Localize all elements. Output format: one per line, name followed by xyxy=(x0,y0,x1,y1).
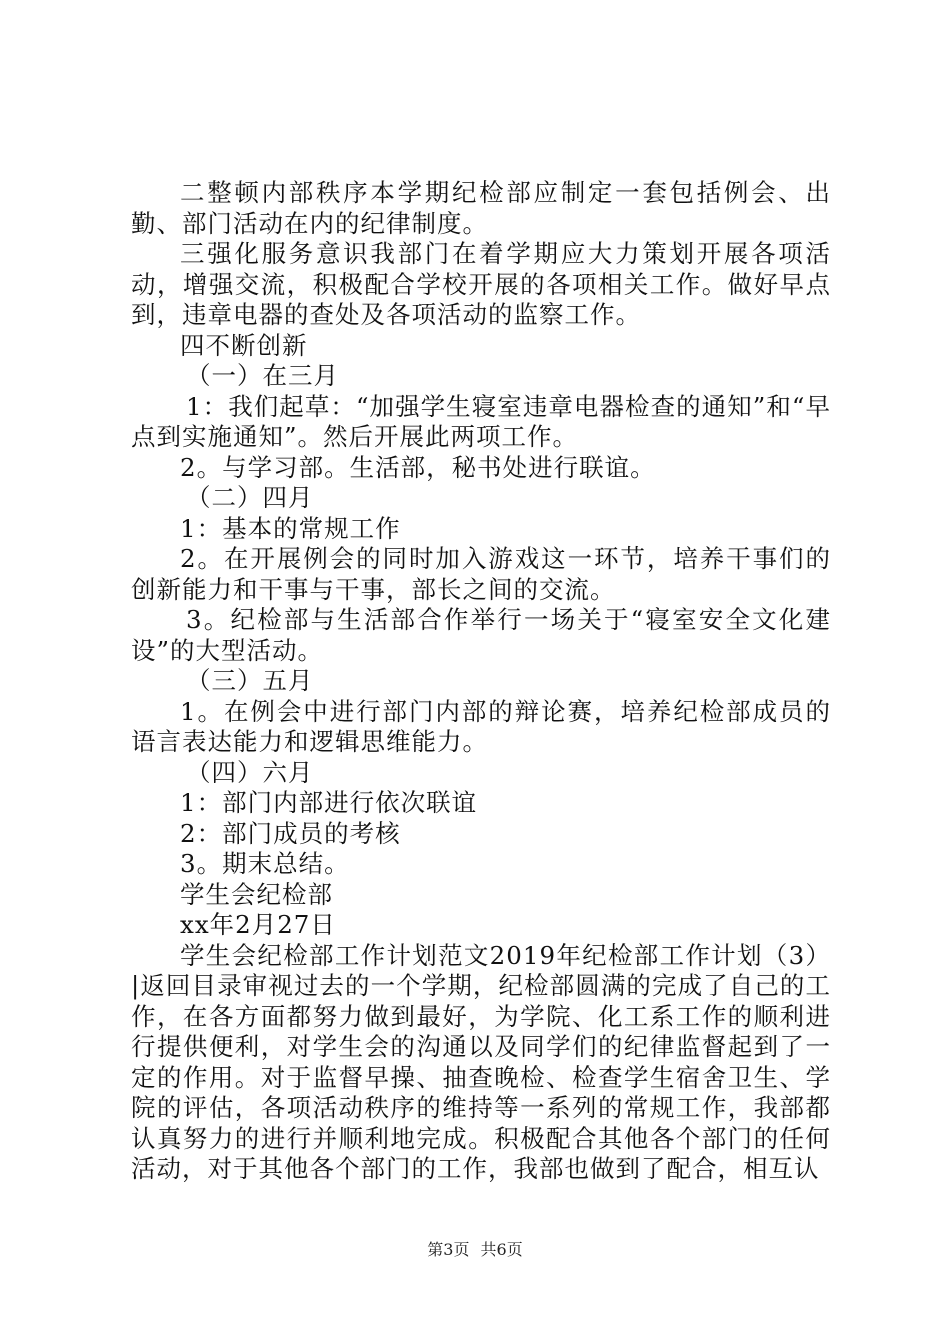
paragraph-discipline-system: 二整顿内部秩序本学期纪检部应制定一套包括例会、出勤、部门活动在内的纪律制度。 xyxy=(131,178,831,238)
signature-department: 学生会纪检部 xyxy=(180,879,333,909)
list-item: 3。期末总结。 xyxy=(180,849,350,878)
list-item: 2。与学习部。生活部，秘书处进行联谊。 xyxy=(180,452,656,482)
section-march-heading: （一）在三月 xyxy=(186,361,339,390)
section-may-heading: （三）五月 xyxy=(186,666,314,695)
list-item: 2：部门成员的考核 xyxy=(180,818,401,848)
page-footer xyxy=(0,1240,950,1260)
paragraph-review-summary: 学生会纪检部工作计划范文2019年纪检部工作计划（3）|返回目录审视过去的一个学期，纪检部圆满的完成了自己的工作，在各方面都努力做到最好，为学院、化工系工作的顺利进行提供便利，对学生会的沟通以及同学们的纪律监督起到了一定的作用。对于监督早操、抽查晚检、检查学生宿舍卫生、学院的评估，各项活动秩序的维持等一系列的常规工作，我部都认真努力的进行并顺利地完成。积极配合其他各个部门的任何活动，对于其他各个部门的工作，我部也做到了配合，相互认 xyxy=(131,940,831,1183)
page-number: 第3页 xyxy=(427,1240,470,1259)
paragraph-service-awareness: 三强化服务意识我部门在着学期应大力策划开展各项活动，增强交流，积极配合学校开展的各项相关工作。做好早点到，违章电器的查处及各项活动的监察工作。 xyxy=(131,239,831,329)
section-june-heading: （四）六月 xyxy=(186,757,314,787)
list-item: 1：我们起草：“加强学生寝室违章电器检查的通知”和“早点到实施通知”。然后开展此两项工作。 xyxy=(131,391,831,451)
signature-date: xx年2月27日 xyxy=(180,910,336,939)
list-item: 1。在例会中进行部门内部的辩论赛，培养纪检部成员的语言表达能力和逻辑思维能力。 xyxy=(131,696,831,756)
page-total: 共6页 xyxy=(480,1240,523,1259)
document-body xyxy=(131,178,831,1185)
paragraph-innovation-heading: 四不断创新 xyxy=(180,330,308,360)
list-item: 1：基本的常规工作 xyxy=(180,513,401,543)
list-item: 2。在开展例会的同时加入游戏这一环节，培养干事们的创新能力和干事与干事，部长之间的交流。 xyxy=(131,544,831,604)
list-item: 3。纪检部与生活部合作举行一场关于“寝室安全文化建设”的大型活动。 xyxy=(131,605,831,665)
list-item: 1：部门内部进行依次联谊 xyxy=(180,788,478,817)
section-april-heading: （二）四月 xyxy=(186,483,314,512)
